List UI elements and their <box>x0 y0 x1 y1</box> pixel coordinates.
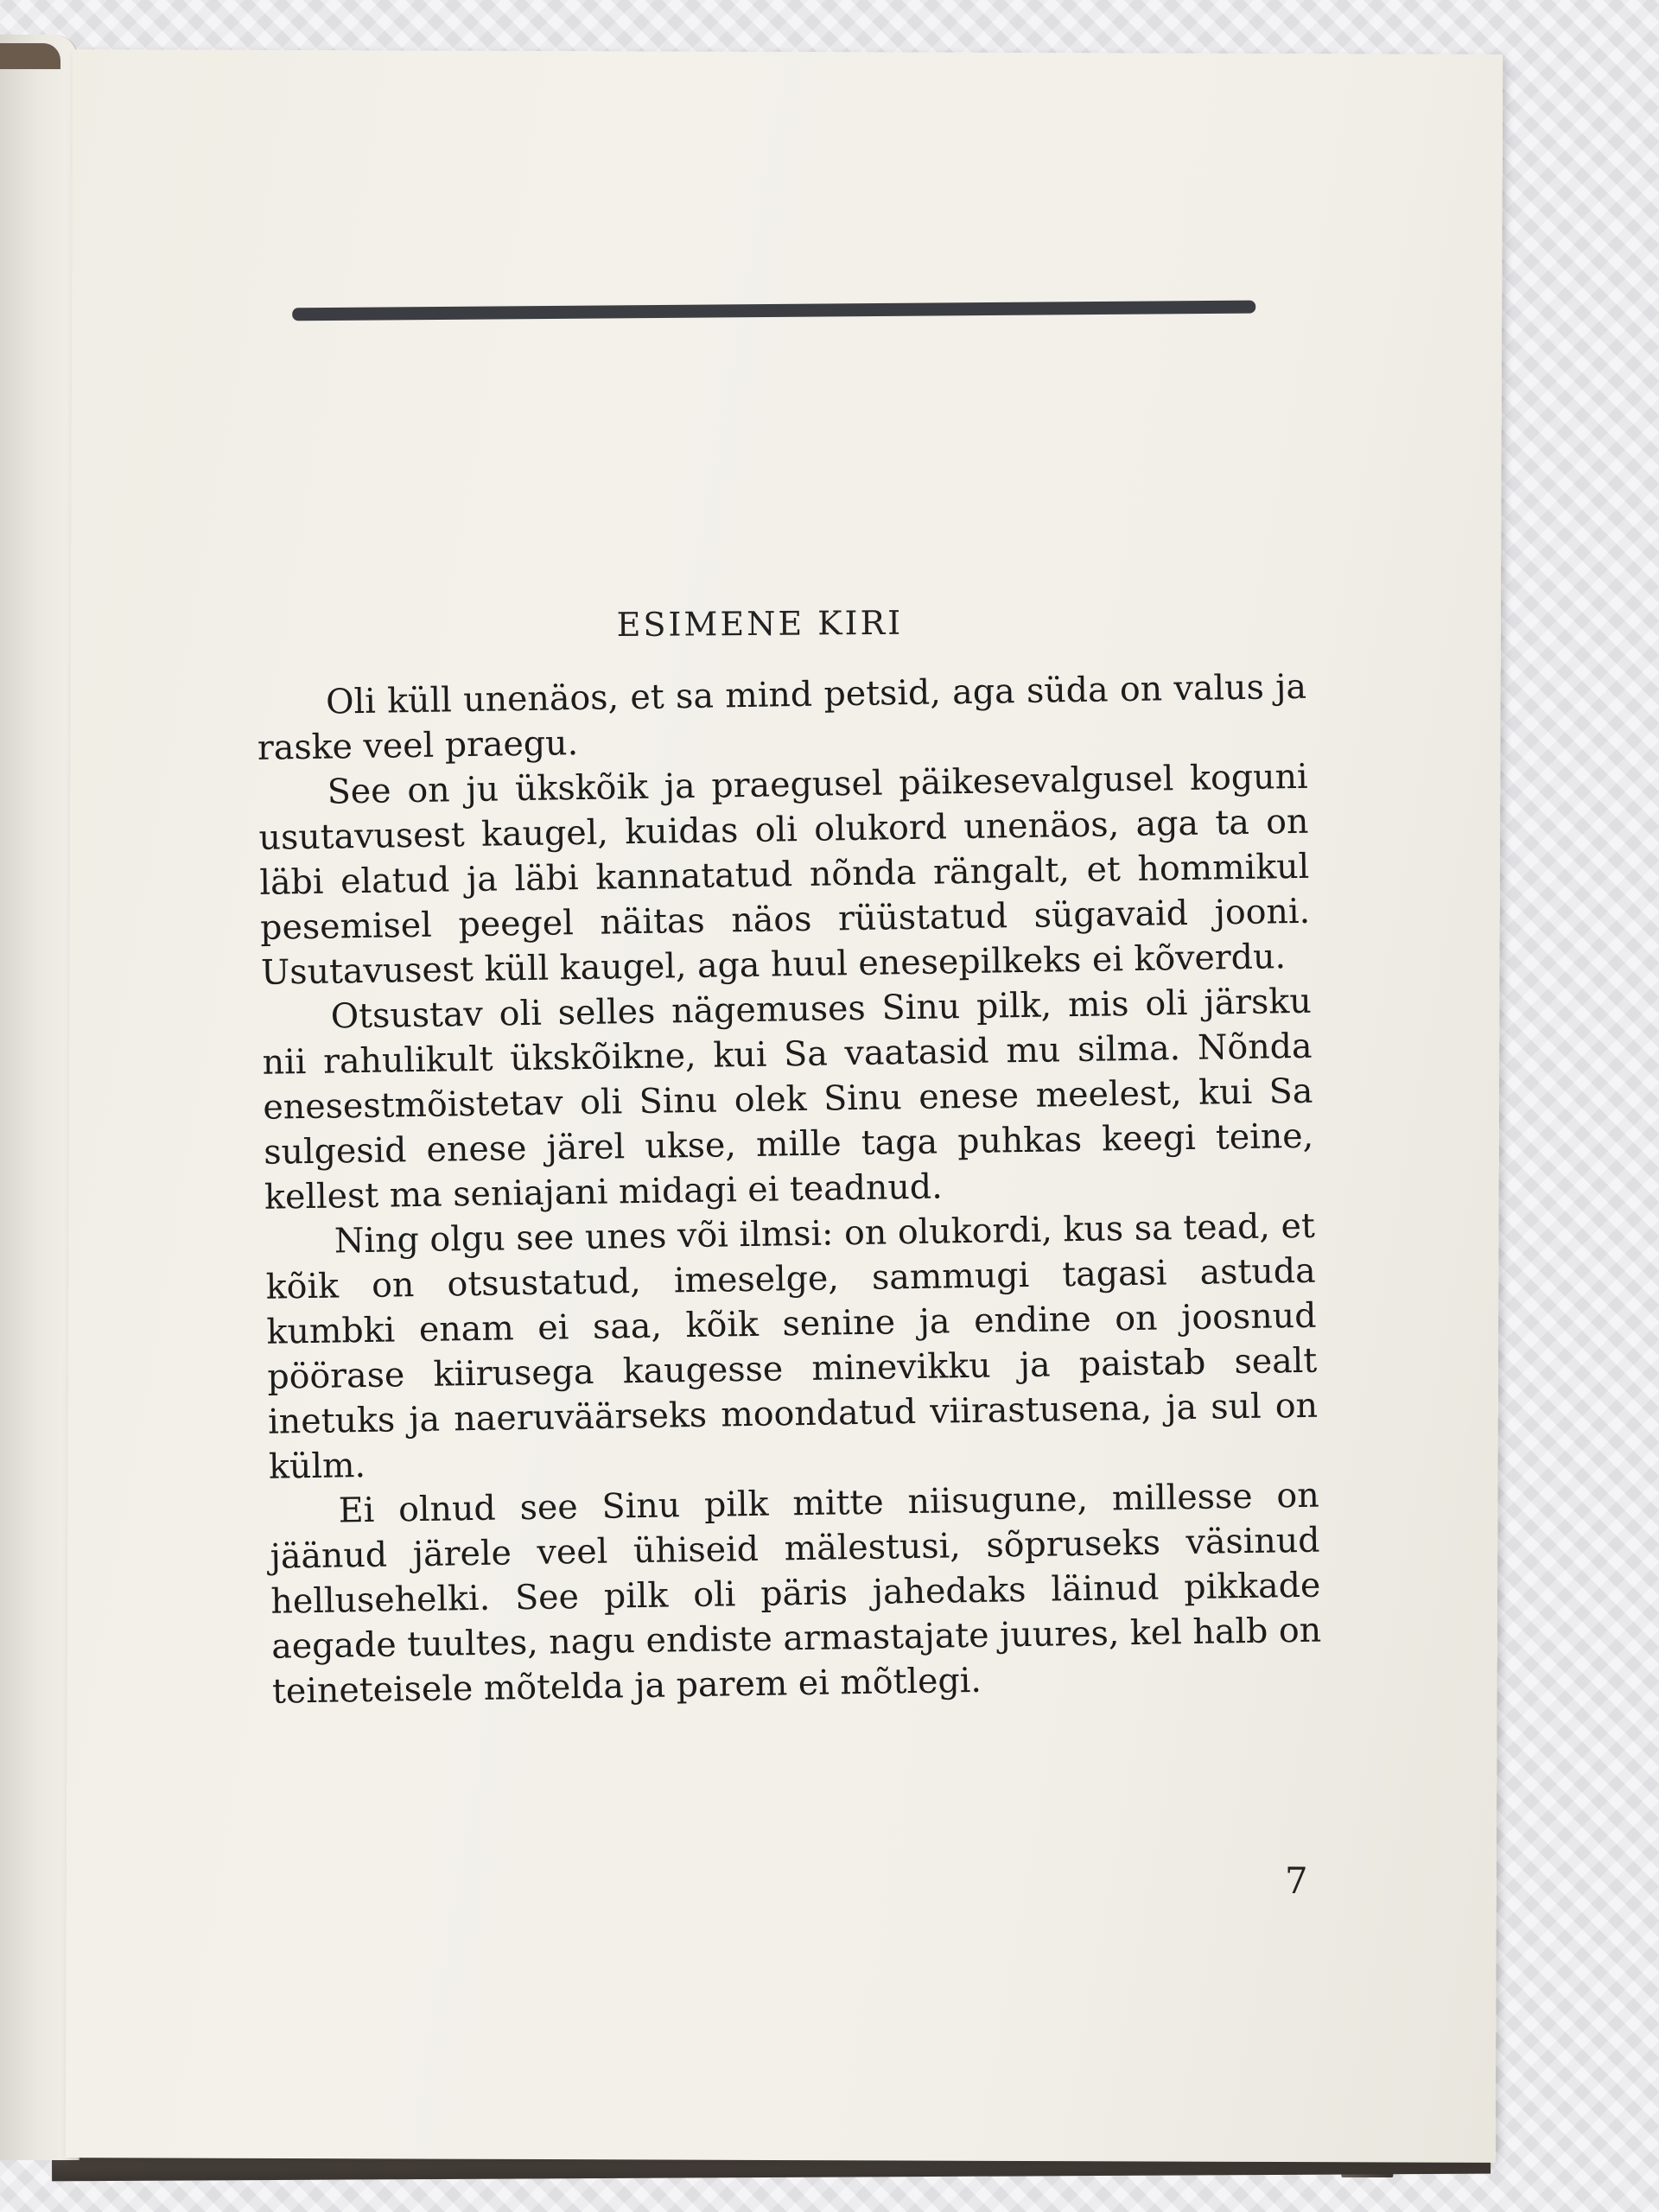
decorative-rule <box>292 301 1255 321</box>
paragraph-3: Otsustav oli selles nägemuses Sinu pilk, mis oli järsku nii rahulikult ükskõikne, kui Sa vaatasid mu silma. Nõnda enesestmõistetav oli Sinu olek Sinu enese meelest, kui Sa sulgesid enese järel ukse, mille taga puhkas keegi teine, kellest ma seniajani midagi ei teadnud. <box>262 981 1314 1217</box>
body-text <box>257 664 1323 1714</box>
paragraph-5: Ei olnud see Sinu pilk mitte niisugune, millesse on jäänud järele veel ühiseid mälestusi, sõpruseks väsinud hellusehelki. See pilk oli päris jahedaks läinud pikkade aegade tuultes, nagu endiste armastajate juures, kel halb on teineteisele mõtelda ja parem ei mõtlegi. <box>270 1475 1322 1712</box>
chapter-title: ESIMENE KIRI <box>616 603 904 645</box>
page-number: 7 <box>1284 1859 1308 1903</box>
left-cover-corner <box>0 43 60 69</box>
book-page <box>66 49 1503 2163</box>
paragraph-1: Oli küll unenäos, et sa mind petsid, aga süda on valus ja raske veel praegu. <box>257 666 1307 768</box>
paragraph-2: See on ju ükskõik ja praegusel päikesevalgusel koguni usutavusest kaugel, kuidas oli olukord unenäos, aga ta on läbi elatud ja läbi kannatatud nõnda rängalt, et hommikul pesemisel peegel näitas näos rüüstatud sügavaid jooni. Usutavusest küll kaugel, aga huul enesepilkeks ei kõverdu. <box>258 756 1311 993</box>
paragraph-4: Ning olgu see unes või ilmsi: on olukordi, kus sa tead, et kõik on otsustatud, imeselge, sammugi tagasi astuda kumbki enam ei saa, kõik senine ja endine on joosnud pöörase kiirusega kaugesse minevikku ja paistab sealt inetuks ja naeruväärseks moondatud viirastusena, ja sul on külm. <box>265 1205 1319 1487</box>
